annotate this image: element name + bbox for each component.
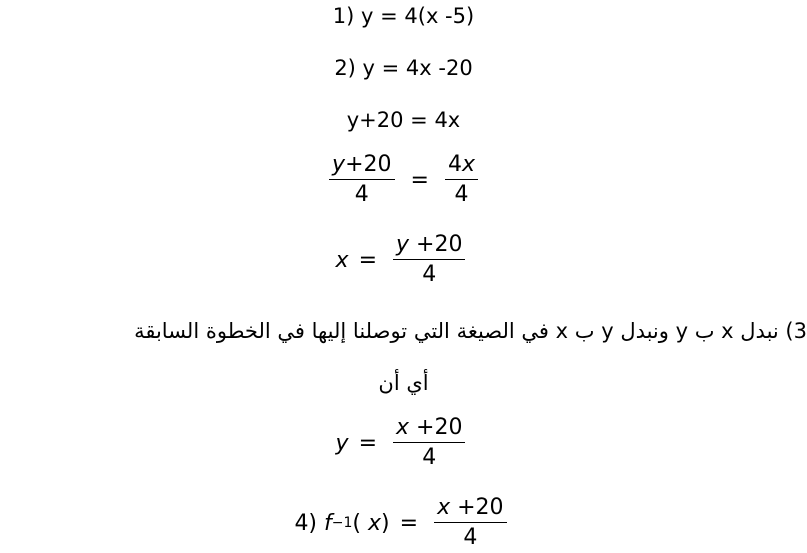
inverse-function-equation: 4) f −1 ( x ) = $\frac{x +20}{4}$	[0, 496, 807, 550]
meaning-text: أي أن	[378, 371, 429, 395]
equals-sign: =	[410, 167, 429, 193]
fraction-left: $\frac{y+20}{4}$	[329, 153, 394, 207]
fraction-right: $\frac{4x}{4}$	[445, 153, 478, 207]
step-3-text: 3) نبدل x ب y ونبدل y ب x في الصيغة التي توصلنا إليها في الخطوة السابقة	[134, 319, 807, 343]
inverse-f: f	[324, 510, 332, 536]
step-2-equation: 2) y = 4x -20	[334, 56, 473, 80]
fraction-y: $\frac{x +20}{4}$	[393, 416, 465, 470]
fraction-equation-3: y = $\frac{x +20}{4}$	[0, 416, 807, 470]
step-1-equation: 1) y = 4(x -5)	[332, 4, 475, 28]
fraction-equation-2: x = $\frac{y +20}{4}$	[0, 233, 807, 287]
fraction-inverse: $\frac{x +20}{4}$	[434, 496, 506, 550]
fraction-x: $\frac{y +20}{4}$	[393, 233, 465, 287]
fraction-equation-1	[0, 153, 807, 207]
step-2-rearranged: y+20 = 4x	[346, 108, 461, 132]
